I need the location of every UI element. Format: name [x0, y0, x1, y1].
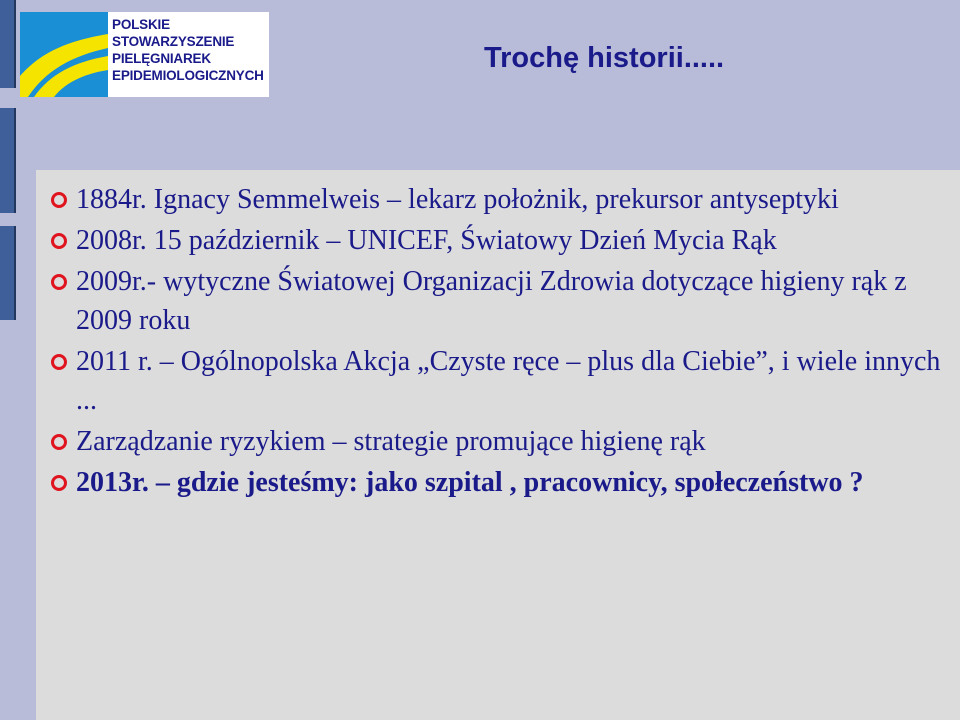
- side-bar-middle: [0, 108, 16, 213]
- bullet-text: 2008r. 15 październik – UNICEF, Światowy Dzień Mycia Rąk: [76, 225, 777, 256]
- content-panel: [36, 170, 960, 720]
- bullet-ring-icon: [51, 434, 67, 450]
- bullet-item-1884: [36, 180, 960, 219]
- bullet-ring-icon: [51, 233, 67, 249]
- bullet-item-2011: [36, 342, 960, 420]
- pspe-logo: [20, 12, 269, 97]
- logo-line-4: EPIDEMIOLOGICZNYCH: [112, 68, 264, 83]
- bullet-ring-icon: [51, 354, 67, 370]
- bullet-item-2009: [36, 262, 960, 340]
- logo-line-1: POLSKIE: [112, 17, 170, 32]
- slide-title: Trochę historii.....: [484, 42, 725, 74]
- bullet-text: 2009r.- wytyczne Światowej Organizacji Zdrowia dotyczące higieny rąk z 2009 roku: [76, 266, 907, 336]
- bullet-text: 2013r. – gdzie jesteśmy: jako szpital , pracownicy, społeczeństwo ?: [76, 467, 864, 498]
- bullet-text: 1884r. Ignacy Semmelweis – lekarz położnik, prekursor antyseptyki: [76, 184, 839, 215]
- bullet-item-risk: [36, 422, 960, 461]
- side-bar-top: [0, 0, 16, 88]
- bullet-list: [36, 180, 960, 502]
- bullet-ring-icon: [51, 475, 67, 491]
- bullet-text: Zarządzanie ryzykiem – strategie promujące higienę rąk: [76, 426, 706, 457]
- logo-text: [112, 16, 264, 84]
- logo-line-3: PIELĘGNIAREK: [112, 51, 211, 66]
- bullet-item-2013: [36, 463, 960, 502]
- bullet-item-2008: [36, 221, 960, 260]
- bullet-text: 2011 r. – Ogólnopolska Akcja „Czyste ręce – plus dla Ciebie”, i wiele innych ...: [76, 346, 941, 416]
- bullet-ring-icon: [51, 192, 67, 208]
- bullet-ring-icon: [51, 274, 67, 290]
- logo-line-2: STOWARZYSZENIE: [112, 34, 235, 49]
- side-bar-bottom: [0, 226, 16, 320]
